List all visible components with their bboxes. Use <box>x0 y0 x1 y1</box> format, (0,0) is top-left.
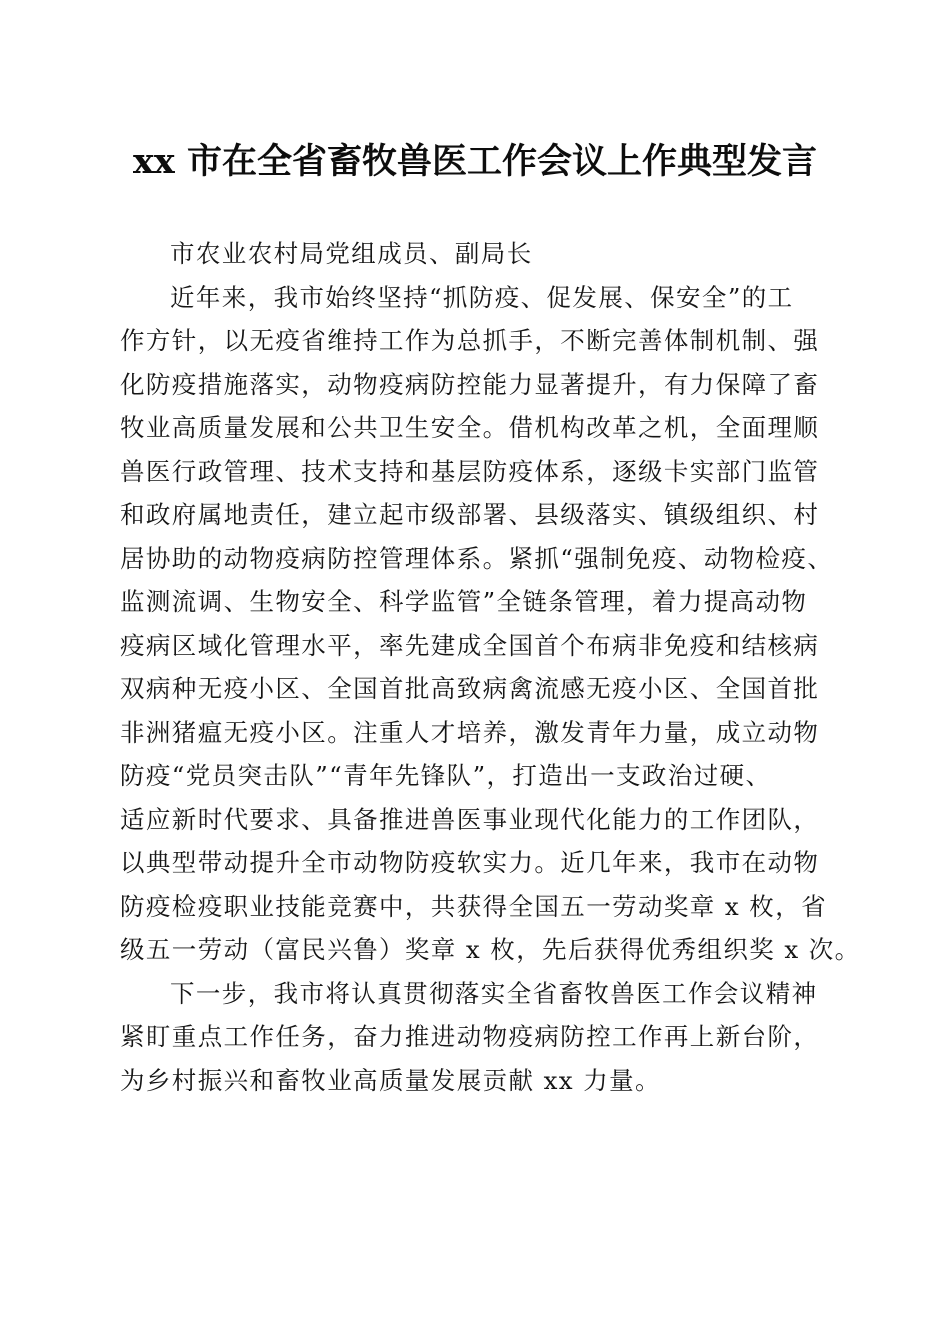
paragraph-line: 近年来，我市始终坚持“抓防疫、促发展、保安全”的工 <box>170 282 794 312</box>
paragraph-line: 监测流调、生物安全、科学监管”全链条管理，着力提高动物 <box>120 587 808 616</box>
paragraph-line: 化防疫措施落实，动物疫病防控能力显著提升，有力保障了畜 <box>120 369 820 399</box>
paragraph-line: 非洲猪瘟无疫小区。注重人才培养，激发青年力量，成立动物 <box>120 717 820 747</box>
paragraph-line: 防疫检疫职业技能竞赛中，共获得全国五一劳动奖章 x 枚，省 <box>120 891 827 921</box>
paragraph-line: 下一步，我市将认真贯彻落实全省畜牧兽医工作会议精神 <box>170 978 818 1008</box>
paragraph-line: 居协助的动物疫病防控管理体系。紧抓“强制免疫、动物检疫、 <box>120 543 834 573</box>
paragraph-line: 为乡村振兴和畜牧业高质量发展贡献 xx 力量。 <box>120 1065 661 1095</box>
paragraph-line: 兽医行政管理、技术支持和基层防疫体系，逐级卡实部门监管 <box>120 456 820 486</box>
document-body <box>120 232 861 1102</box>
document-title: xx 市在全省畜牧兽医工作会议上作典型发言 <box>133 141 817 182</box>
paragraph-line: 适应新时代要求、具备推进兽医事业现代化能力的工作团队， <box>120 804 820 834</box>
paragraph-line: 紧盯重点工作任务，奋力推进动物疫病防控工作再上新台阶， <box>120 1022 820 1051</box>
paragraph-line: 作方针，以无疫省维持工作为总抓手，不断完善体制机制、强 <box>120 326 820 355</box>
paragraph-line: 和政府属地责任，建立起市级部署、县级落实、镇级组织、村 <box>120 500 820 529</box>
author-line: 市农业农村局党组成员、副局长 <box>170 239 533 268</box>
paragraph-line: 级五一劳动（富民兴鲁）奖章 x 枚，先后获得优秀组织奖 x 次。 <box>120 935 861 964</box>
paragraph-line: 以典型带动提升全市动物防疫软实力。近几年来，我市在动物 <box>120 848 820 877</box>
paragraph-line: 防疫“党员突击队”“青年先锋队”，打造出一支政治过硬、 <box>120 761 772 790</box>
paragraph-line: 疫病区域化管理水平，率先建成全国首个布病非免疫和结核病 <box>120 630 820 660</box>
paragraph-line: 牧业高质量发展和公共卫生安全。借机构改革之机，全面理顺 <box>120 413 820 442</box>
paragraph-line: 双病种无疫小区、全国首批高致病禽流感无疫小区、全国首批 <box>120 674 820 703</box>
